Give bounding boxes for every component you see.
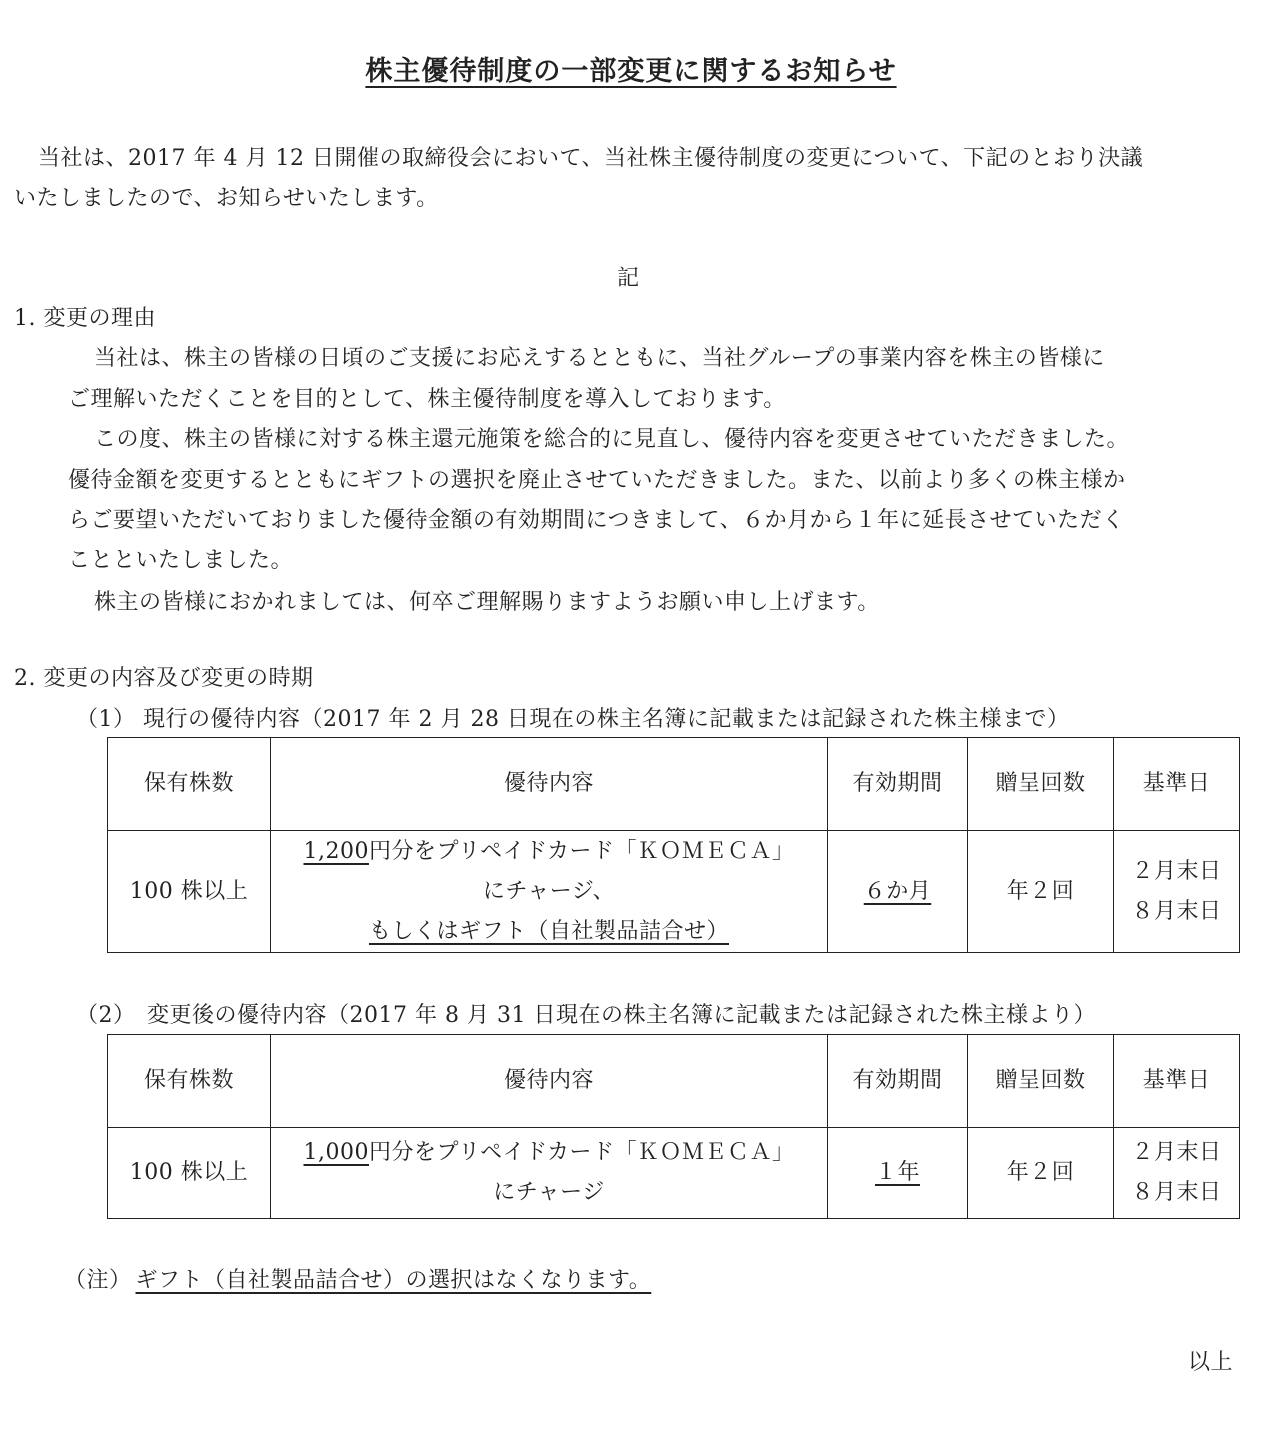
header-times: 贈呈回数 (968, 738, 1114, 831)
content-line (271, 832, 827, 872)
note (64, 1270, 651, 1292)
cell-period (828, 1128, 968, 1219)
section1-line: この度、株主の皆様に対する株主還元施策を総合的に見直し、優待内容を変更させていただきました。 (94, 427, 1130, 452)
content-line: にチャージ (493, 1180, 605, 1205)
content-line (271, 912, 827, 952)
section1-line: 株主の皆様におかれましては、何卒ご理解賜りますようお願い申し上げます。 (94, 590, 880, 615)
page-title: 株主優待制度の一部変更に関するお知らせ (365, 56, 897, 87)
period-value: １年 (874, 1160, 920, 1185)
current-benefit-table (107, 737, 1240, 953)
record-date-2: ８月末日 (1131, 898, 1222, 924)
content-text: 円分をプリペイドカード「ＫＯＭＥＣＡ」 (368, 838, 795, 864)
section1-line: 優待金額を変更するとともにギフトの選択を廃止させていただきました。また、以前より多くの株主様か (68, 468, 1126, 493)
header-period: 有効期間 (828, 1035, 968, 1128)
cell-times: 年２回 (968, 831, 1114, 953)
table-header-row (108, 738, 1240, 831)
cell-record-date (1114, 1128, 1240, 1219)
header-shares: 保有株数 (108, 1035, 271, 1128)
intro-line-2: いたしましたので、お知らせいたします。 (14, 186, 439, 211)
section1-line: 当社は、株主の皆様の日頃のご支援にお応えするとともに、当社グループの事業内容を株主の皆様に (94, 346, 1105, 371)
header-record-date: 基準日 (1114, 1035, 1240, 1128)
header-period: 有効期間 (828, 738, 968, 831)
intro-line-1: 当社は、2017 年 4 月 12 日開催の取締役会において、当社株主優待制度の変更について、下記のとおり決議 (38, 146, 1144, 171)
table-row (108, 831, 1240, 953)
cell-times: 年２回 (968, 1128, 1114, 1219)
cell-content (271, 1128, 828, 1219)
section1-line: らご要望いただいておりました優待金額の有効期間につきまして、６か月から１年に延長させていただく (68, 508, 1125, 533)
benefit-amount: 1,000 (303, 1140, 369, 1165)
sub1-heading: （1） 現行の優待内容（2017 年 2 月 28 日現在の株主名簿に記載または記録された株主様まで） (76, 707, 1070, 732)
table-row (108, 1128, 1240, 1219)
header-shares: 保有株数 (108, 738, 271, 831)
cell-period (828, 831, 968, 953)
note-text: ギフト（自社製品詰合せ）の選択はなくなります。 (135, 1268, 652, 1293)
section2-heading: 2. 変更の内容及び変更の時期 (14, 666, 314, 691)
gift-option: もしくはギフト（自社製品詰合せ） (368, 918, 729, 944)
sub2-heading: （2） 変更後の優待内容（2017 年 8 月 31 日現在の株主名簿に記載または記録された株主様より） (76, 1003, 1096, 1028)
benefit-amount: 1,200 (303, 838, 369, 864)
cell-shares: 100 株以上 (108, 1128, 271, 1219)
cell-record-date (1114, 831, 1240, 953)
section1-heading: 1. 変更の理由 (14, 306, 156, 331)
header-content: 優待内容 (271, 1035, 828, 1128)
content-line: にチャージ、 (482, 878, 616, 904)
table-header-row (108, 1035, 1240, 1128)
section1-line: ことといたしました。 (68, 548, 294, 573)
cell-content (271, 831, 828, 953)
record-date-2: ８月末日 (1131, 1180, 1222, 1205)
content-text: 円分をプリペイドカード「ＫＯＭＥＣＡ」 (368, 1140, 795, 1165)
closing: 以上 (1188, 1350, 1234, 1375)
period-value: ６か月 (863, 878, 932, 904)
cell-shares: 100 株以上 (108, 831, 271, 953)
header-content: 優待内容 (271, 738, 828, 831)
new-benefit-table (107, 1034, 1240, 1219)
section1-line: ご理解いただくことを目的として、株主優待制度を導入しております。 (68, 387, 786, 412)
record-date-1: ２月末日 (1131, 1140, 1222, 1165)
header-record-date: 基準日 (1114, 738, 1240, 831)
header-times: 贈呈回数 (968, 1035, 1114, 1128)
note-label: （注） (64, 1268, 132, 1293)
content-line (271, 1133, 827, 1173)
record-date-1: ２月末日 (1131, 858, 1222, 884)
ki-marker: 記 (617, 266, 640, 291)
